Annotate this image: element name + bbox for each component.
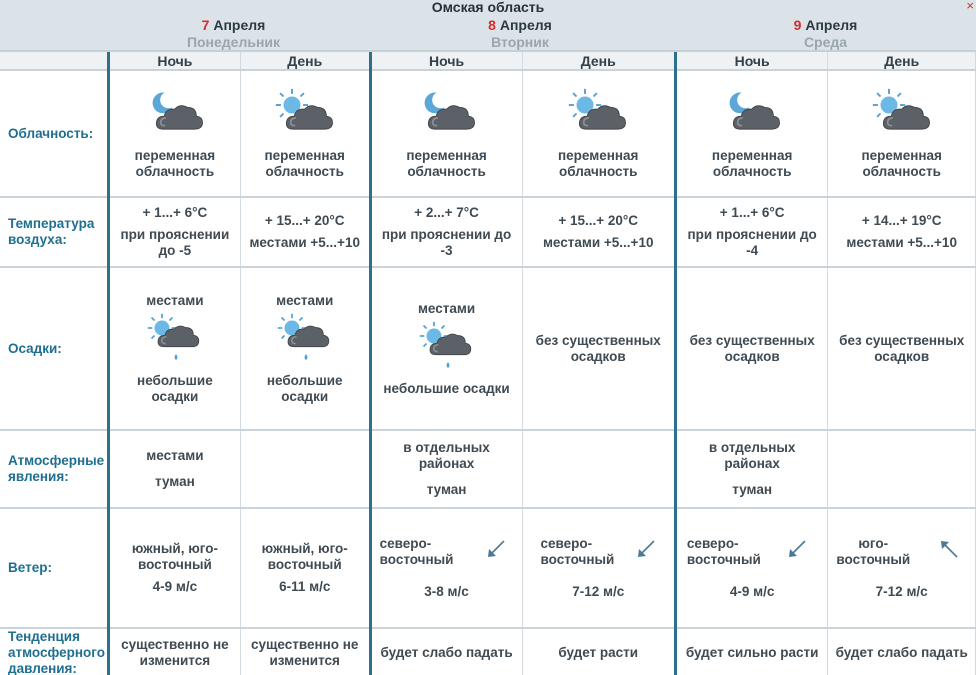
phen-cell — [675, 430, 827, 508]
temp-note: до -5 — [158, 243, 192, 258]
wind-cell — [675, 508, 827, 628]
row-label-precipitation: Осадки: — [0, 267, 109, 430]
pressure-text: изменится — [269, 653, 340, 668]
temp-note: при прояснении до — [381, 227, 512, 242]
wind-direction: северо- — [379, 536, 432, 551]
temp-note: при прояснении до — [687, 227, 817, 242]
pressure-text: будет сильно расти — [685, 645, 819, 660]
forecast-table — [0, 52, 976, 675]
precip-top: местами — [276, 292, 334, 308]
phen-text: в отдельных — [403, 440, 490, 455]
day-number: 7 — [201, 17, 210, 33]
phen-text: туман — [732, 482, 773, 497]
precip-cell — [240, 267, 370, 430]
pressure-cell — [240, 628, 370, 675]
clouds-cell — [370, 70, 522, 197]
phen-text: в отдельных — [708, 440, 796, 455]
precip-cell — [109, 267, 241, 430]
temp-cell — [109, 197, 241, 267]
clouds-text: переменная — [134, 147, 216, 163]
precip-text: осадков — [724, 348, 780, 364]
wind-direction: восточный — [540, 552, 615, 567]
precip-text: осадков — [874, 348, 930, 364]
phen-text: туман — [155, 474, 195, 489]
arrow-sw-icon — [484, 537, 508, 561]
precip-top: местами — [146, 292, 204, 308]
precip-top: местами — [417, 300, 476, 316]
temp-cell — [675, 197, 827, 267]
pressure-row — [0, 628, 976, 675]
wind-speed: 4-9 м/с — [152, 579, 198, 594]
sun-cloud-rain-icon — [275, 309, 335, 363]
label-line: Атмосферные — [8, 453, 105, 468]
label-line: явления: — [8, 469, 69, 484]
precip-text: без существенных — [689, 332, 815, 348]
wind-direction: южный, юго- — [261, 541, 348, 556]
temp-note: -4 — [746, 243, 759, 258]
wind-cell — [522, 508, 675, 628]
clouds-cell — [828, 70, 976, 197]
day-month: Апреля — [805, 17, 858, 33]
period-label: День — [828, 52, 976, 70]
period-label: День — [522, 52, 675, 70]
moon-cloud-icon — [417, 88, 477, 138]
clouds-text: облачность — [265, 163, 344, 179]
precip-text: небольшие — [266, 372, 343, 388]
period-label: Ночь — [109, 52, 241, 70]
wind-direction: восточный — [137, 557, 212, 572]
clouds-text: облачность — [135, 163, 215, 179]
phen-cell — [109, 430, 241, 508]
sun-cloud-icon — [568, 88, 628, 138]
precip-text: осадков — [570, 348, 626, 364]
temp-range: + 1...+ 6°C — [142, 205, 208, 220]
wind-cell — [109, 508, 241, 628]
phen-cell — [522, 430, 675, 508]
label-line: Температура — [8, 216, 95, 231]
clouds-text: переменная — [557, 147, 639, 163]
wind-speed: 7-12 м/с — [572, 584, 625, 599]
clouds-text: переменная — [711, 147, 793, 163]
wind-direction: восточный — [836, 552, 911, 567]
clouds-text: переменная — [861, 147, 942, 163]
row-label-phenomena — [0, 430, 109, 508]
wind-direction: восточный — [379, 552, 454, 567]
clouds-text: облачность — [407, 163, 486, 179]
period-row — [0, 52, 976, 70]
temperature-row — [0, 197, 976, 267]
wind-cell — [240, 508, 370, 628]
clouds-cell — [109, 70, 241, 197]
pressure-cell — [828, 628, 976, 675]
sun-cloud-icon — [872, 88, 932, 138]
region-title: Омская область — [431, 0, 545, 15]
day-month: Апреля — [499, 17, 552, 33]
clouds-cell — [522, 70, 675, 197]
moon-cloud-icon — [145, 88, 205, 138]
phen-cell — [828, 430, 976, 508]
wind-speed: 3-8 м/с — [424, 584, 469, 599]
temp-range: + 1...+ 6°C — [719, 205, 785, 220]
wind-speed: 4-9 м/с — [729, 584, 775, 599]
day-month: Апреля — [213, 17, 266, 33]
day-weekday: Среда — [803, 34, 848, 50]
wind-speed: 6-11 м/с — [279, 579, 331, 594]
precip-text: без существенных — [839, 332, 965, 348]
wind-direction: восточный — [686, 552, 761, 567]
label-line: давления: — [8, 661, 77, 675]
clouds-text: облачность — [862, 163, 941, 179]
temp-note: -3 — [440, 243, 453, 258]
clouds-text: облачность — [712, 163, 792, 179]
clouds-text: переменная — [406, 147, 487, 163]
label-line: атмосферного — [8, 645, 105, 660]
wind-direction: юго- — [858, 536, 889, 551]
precip-text: осадки — [281, 388, 329, 404]
temp-note: при прояснении — [120, 227, 230, 242]
period-label: День — [240, 52, 370, 70]
precip-text: небольшие осадки — [383, 380, 510, 396]
precip-cell — [828, 267, 976, 430]
phen-text: районах — [418, 456, 475, 471]
day-number: 9 — [793, 17, 802, 33]
pressure-text: будет слабо падать — [380, 645, 513, 660]
day-number: 8 — [488, 17, 496, 33]
clouds-text: переменная — [264, 147, 345, 163]
period-label: Ночь — [675, 52, 827, 70]
wind-cell — [370, 508, 522, 628]
day-header-2 — [366, 16, 674, 51]
sun-cloud-rain-icon — [145, 309, 205, 363]
sun-cloud-rain-icon — [417, 317, 477, 371]
precip-cell — [370, 267, 522, 430]
label-line: воздуха: — [8, 232, 67, 247]
clouds-cell — [240, 70, 370, 197]
phen-text: районах — [724, 456, 780, 471]
precip-text: небольшие — [137, 372, 213, 388]
temp-cell — [240, 197, 370, 267]
pressure-text: будет расти — [558, 645, 639, 660]
temp-range: + 2...+ 7°C — [414, 205, 479, 220]
row-label-clouds: Облачность: — [0, 70, 109, 197]
phen-text: туман — [426, 482, 467, 497]
precip-cell — [675, 267, 827, 430]
day-header-1 — [102, 16, 365, 51]
temp-range: + 14...+ 19°C — [861, 213, 942, 228]
arrow-nw-icon — [937, 537, 961, 561]
day-header-3 — [675, 16, 976, 51]
temp-note: местами +5...+10 — [542, 235, 654, 250]
phenomena-row — [0, 430, 976, 508]
phen-cell — [240, 430, 370, 508]
phen-cell — [370, 430, 522, 508]
pressure-text: существенно не — [121, 637, 229, 652]
row-label-wind: Ветер: — [0, 508, 109, 628]
temp-range: + 15...+ 20°C — [558, 213, 639, 228]
precip-cell — [522, 267, 675, 430]
wind-direction: северо- — [686, 536, 739, 551]
wind-direction: восточный — [267, 557, 342, 572]
clouds-row — [0, 70, 976, 197]
pressure-text: изменится — [139, 653, 211, 668]
temp-note: местами +5...+10 — [846, 235, 957, 250]
phen-text: местами — [146, 448, 204, 463]
temp-cell — [370, 197, 522, 267]
close-icon[interactable]: × — [966, 0, 974, 13]
temp-cell — [828, 197, 976, 267]
precip-text: без существенных — [535, 332, 661, 348]
temp-range: + 15...+ 20°C — [264, 213, 345, 228]
pressure-cell — [109, 628, 241, 675]
wind-cell — [828, 508, 976, 628]
precipitation-row — [0, 267, 976, 430]
clouds-text: облачность — [558, 163, 638, 179]
wind-row — [0, 508, 976, 628]
label-line: Тенденция — [8, 629, 80, 644]
day-weekday: Вторник — [491, 34, 549, 50]
period-label: Ночь — [370, 52, 522, 70]
day-weekday: Понедельник — [186, 34, 281, 50]
wind-speed: 7-12 м/с — [875, 584, 928, 599]
precip-text: осадки — [151, 388, 199, 404]
temp-cell — [522, 197, 675, 267]
pressure-cell — [522, 628, 675, 675]
clouds-cell — [675, 70, 827, 197]
arrow-sw-icon — [785, 537, 809, 561]
pressure-text: будет слабо падать — [835, 645, 968, 660]
pressure-cell — [675, 628, 827, 675]
sun-cloud-icon — [275, 88, 335, 138]
pressure-text: существенно не — [250, 637, 359, 652]
pressure-cell — [370, 628, 522, 675]
wind-direction: северо- — [540, 536, 593, 551]
wind-direction: южный, юго- — [131, 541, 218, 556]
corner-cell — [0, 52, 109, 70]
arrow-sw-icon — [634, 537, 658, 561]
row-label-temperature — [0, 197, 109, 267]
row-label-pressure — [0, 628, 109, 675]
temp-note: местами +5...+10 — [249, 235, 360, 250]
moon-cloud-icon — [722, 88, 782, 138]
